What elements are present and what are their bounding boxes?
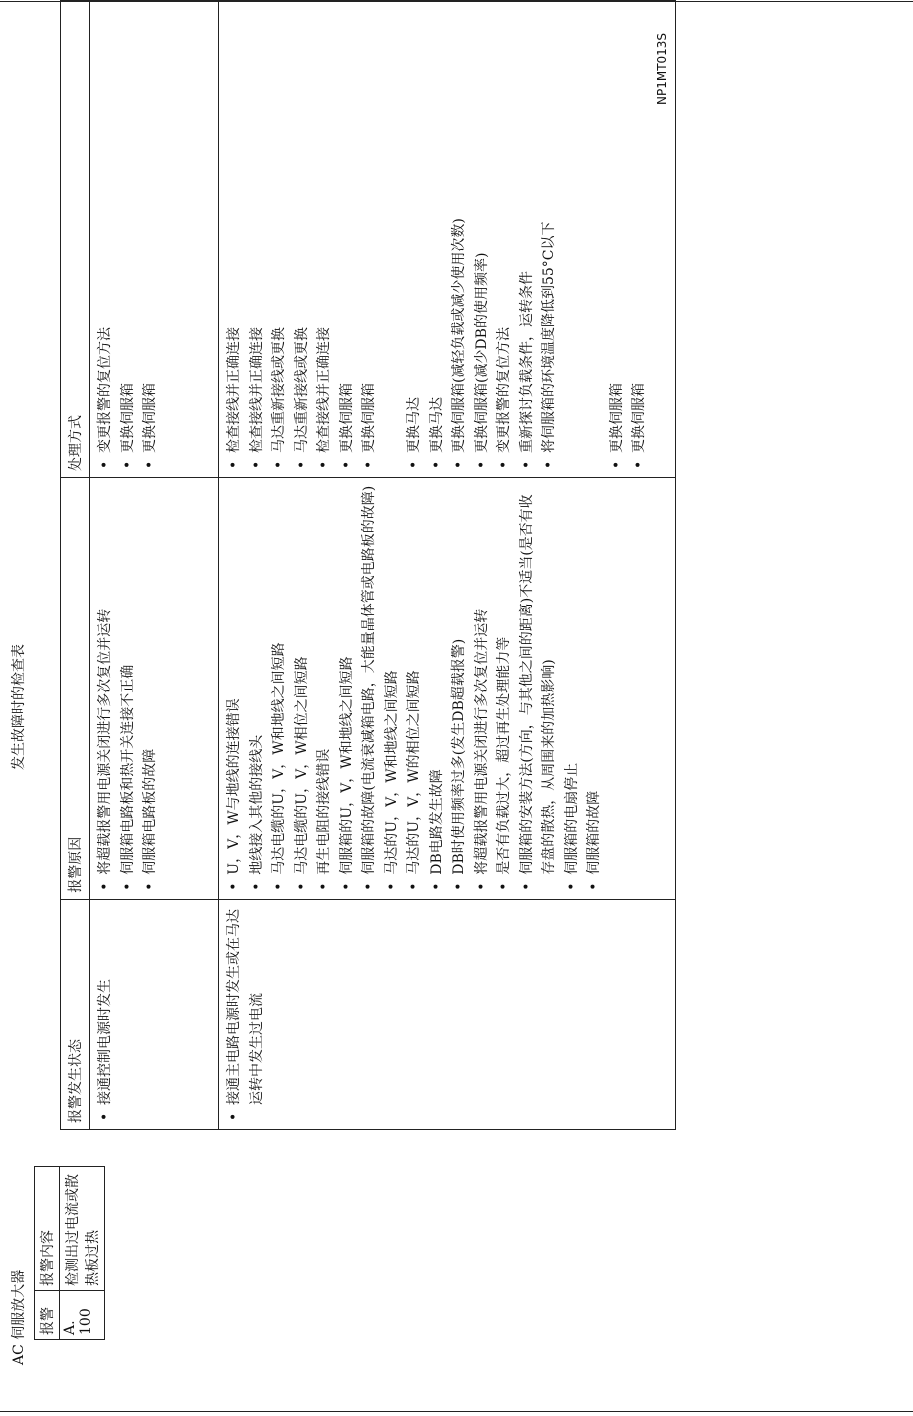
action-spacer	[561, 7, 584, 471]
action-item: • 更换马达	[403, 7, 426, 471]
cause-item: • 伺服箱电路板和热开关连接不正确	[117, 484, 140, 893]
action-item: • 重新探讨负载条件，运转条件	[516, 7, 539, 471]
action-header: 处理方式	[61, 1, 90, 478]
table-row	[219, 1, 676, 1130]
action-item: • 更换伺服箱	[336, 7, 359, 471]
action-cell	[219, 1, 676, 478]
cause-item: • U，V，W与地线的连接错误	[223, 484, 246, 893]
cause-item: • DB电路发生故障	[426, 484, 449, 893]
table-row	[90, 1, 219, 1130]
action-item: • 变更报警的复位方法	[94, 7, 117, 471]
state-item: • 接通控制电源时发生	[94, 906, 117, 1123]
action-item: • 更换伺服箱	[117, 7, 140, 471]
alarm-content-header: 报警内容	[35, 1167, 60, 1291]
action-spacer	[583, 7, 606, 471]
cause-cell	[219, 478, 676, 900]
action-item: • 更换伺服箱	[606, 7, 629, 471]
cause-header: 报警原因	[61, 478, 90, 900]
action-item: • 检查接线并正确连接	[246, 7, 269, 471]
action-item: • 更换伺服箱(减轻负载或减少使用次数)	[448, 7, 471, 471]
action-item: • 更换伺服箱	[358, 7, 381, 471]
alarm-table	[34, 1166, 105, 1340]
cause-item: • 马达电缆的U，V，W和地线之间短路	[268, 484, 291, 893]
cause-item: • 马达的U，V，W和地线之间短路	[381, 484, 404, 893]
alarm-table-header	[35, 1167, 60, 1340]
action-item: • 检查接线并正确连接	[313, 7, 336, 471]
action-item: • 更换伺服箱	[628, 7, 651, 471]
cause-item: • 伺服箱的故障(电流衰减箱电路，大能量晶体管或电路板的故障)	[358, 484, 381, 893]
cause-item: • 再生电阻的接线错误	[313, 484, 336, 893]
amplifier-caption: AC 伺服放大器	[11, 1269, 27, 1365]
cause-item: • 伺服箱的电扇停止	[561, 484, 584, 893]
alarm-no-header: 报警	[35, 1291, 60, 1340]
cause-item: • 地线接入其他的接线头	[246, 484, 269, 893]
state-cell	[90, 899, 219, 1129]
cause-item: • 伺服箱的U，V，W和地线之间短路	[336, 484, 359, 893]
action-item: • 检查接线并正确连接	[223, 7, 246, 471]
state-cell	[219, 899, 676, 1129]
state-item: • 接通主电路电源时发生或在马达运转中发生过电流	[223, 906, 268, 1123]
cause-item: • DB时使用频率过多(发生DB超载报警)	[448, 484, 471, 893]
action-item: • 更换伺服箱	[139, 7, 162, 471]
cause-item: • 伺服箱电路板的故障	[139, 484, 162, 893]
cause-item: • 是否有负载过大，超过再生处理能力等	[493, 484, 516, 893]
action-spacer	[381, 7, 404, 471]
action-cell	[90, 1, 219, 478]
table-title: 发生故障时的检查表	[11, 644, 27, 770]
action-item: • 变更报警的复位方法	[493, 7, 516, 471]
cause-item: • 伺服箱的故障	[583, 484, 606, 893]
alarm-table-row	[60, 1167, 105, 1340]
cause-item: • 将超载报警用电源关闭进行多次复位并运转	[94, 484, 117, 893]
action-item: • 马达重新接线或更换	[268, 7, 291, 471]
action-item: • 更换马达	[426, 7, 449, 471]
check-table-header	[61, 1, 90, 1130]
action-item: • 将伺服箱的环境温度降低到55°C以下	[538, 7, 561, 471]
figure-code: NP1MT013S	[655, 32, 669, 105]
cause-item: • 马达电缆的U，V，W相位之间短路	[291, 484, 314, 893]
check-table	[60, 0, 676, 1130]
action-item: • 更换伺服箱(减少DB的使用频率)	[471, 7, 494, 471]
cause-item: • 将超载报警用电源关闭进行多次复位并运转	[471, 484, 494, 893]
cause-cell	[90, 478, 219, 900]
alarm-content: 检测出过电流或散热板过热	[60, 1167, 105, 1291]
state-header: 报警发生状态	[61, 899, 90, 1129]
alarm-no: A. 100	[60, 1291, 105, 1340]
action-item: • 马达重新接线或更换	[291, 7, 314, 471]
bottom-rule	[0, 1411, 913, 1412]
cause-item: • 马达的U，V，W的相位之间短路	[403, 484, 426, 893]
cause-item: • 伺服箱的安装方法(方向，与其他之间的距离)不适当(是否有收存盘的散热，从周围来的加热影响)	[516, 484, 561, 893]
